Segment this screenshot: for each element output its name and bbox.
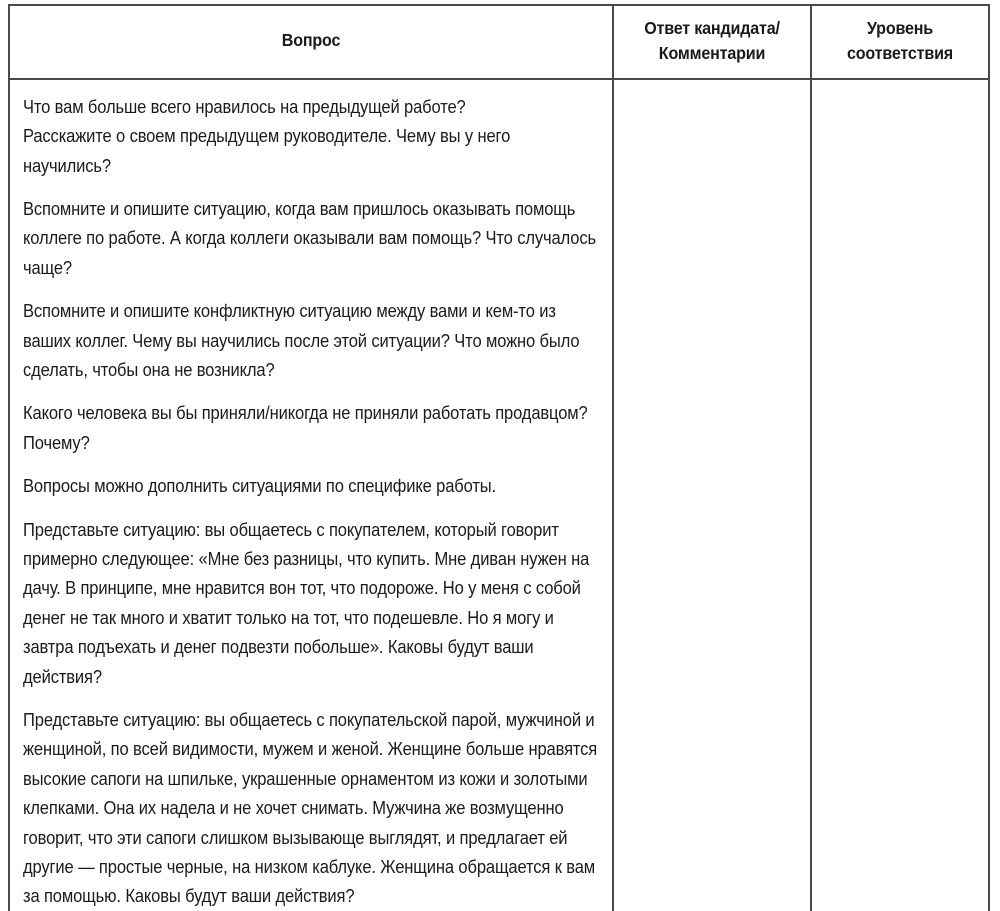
candidate-answer-writein-area[interactable] xyxy=(614,80,810,911)
question-item: Вопросы можно дополнить ситуациями по специфике работы. xyxy=(23,475,496,497)
question-list xyxy=(10,80,612,911)
question-item: Расскажите о своем предыдущем руководителе. Чему вы у него научились? xyxy=(23,125,511,176)
question-item: Какого человека вы бы приняли/никогда не приняли работать продавцом? Почему? xyxy=(23,402,588,453)
cell-questions xyxy=(9,79,613,911)
cell-compliance-level[interactable] xyxy=(811,79,989,911)
question-item: Представьте ситуацию: вы общаетесь с покупательской парой, мужчиной и женщиной, по всей видимости, мужем и женой. Женщине больше нравятся высокие сапоги на шпильке, украшенные орнаментом из кожи и золотыми клепками. Она их надела и не хочет снимать. Мужчина же возмущенно говорит, что эти сапоги слишком вызывающе выглядят, и предлагает ей другие — простые черные, на низком каблуке. Женщина обращается к вам за помощью. Каковы будут ваши действия? xyxy=(23,709,598,907)
table-header-row xyxy=(9,5,989,79)
column-header-candidate-answer-line-1: Ответ кандидата/ xyxy=(644,18,780,38)
column-header-question xyxy=(33,5,589,79)
table-body xyxy=(9,79,989,911)
column-header-compliance-level-line-1: Уровень xyxy=(866,18,934,38)
table-header xyxy=(9,5,989,79)
question-item: Представьте ситуацию: вы общаетесь с покупателем, который говорит примерно следующее: «Мне без разницы, что купить. Мне диван нужен на дачу. В принципе, мне нравится вон тот, что подороже. Но у меня с собой денег не так много и хватит только на тот, что подешевле. Но я могу и завтра подъехать и денег подвезти побольше». Каковы будут ваши действия? xyxy=(23,518,590,687)
column-header-candidate-answer-line-2: Комментарии xyxy=(658,42,766,63)
question-item: Вспомните и опишите конфликтную ситуацию между вами и кем-то из ваших коллег. Чему вы научились после этой ситуации? Что можно было сделать, чтобы она не возникла? xyxy=(23,300,580,380)
question-item: Что вам больше всего нравилось на предыдущей работе? xyxy=(23,95,466,117)
question-item: Вспомните и опишите ситуацию, когда вам пришлось оказывать помощь коллеге по работе. А когда коллеги оказывали вам помощь? Что случалось чаще? xyxy=(23,197,596,278)
column-header-compliance-level xyxy=(818,5,982,79)
compliance-level-writein-area[interactable] xyxy=(812,80,988,911)
column-header-candidate-answer xyxy=(621,5,803,79)
column-header-compliance-level-line-2: соответствия xyxy=(846,42,954,63)
table-row xyxy=(9,79,989,911)
column-header-question-line-1: Вопрос xyxy=(281,30,341,51)
cell-candidate-answer[interactable] xyxy=(613,79,811,911)
interview-evaluation-table xyxy=(8,4,990,911)
